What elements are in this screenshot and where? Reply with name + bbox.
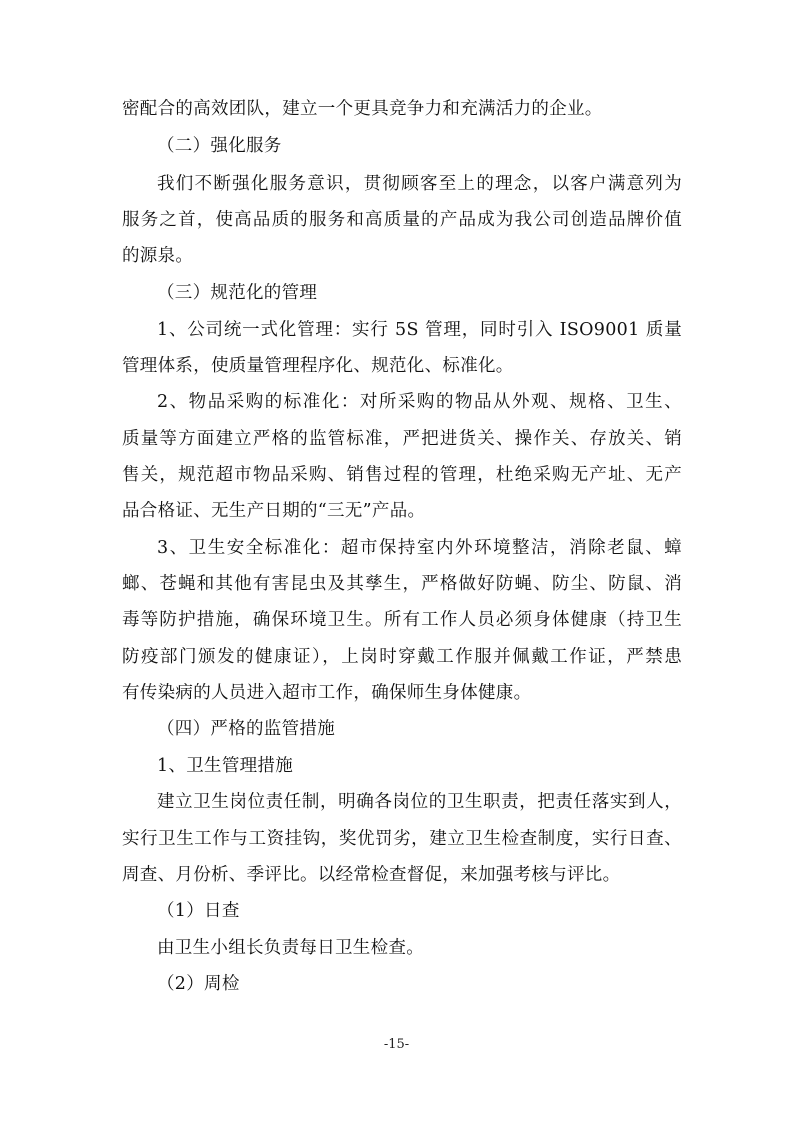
section-heading-strengthen-service: （二）强化服务: [157, 136, 282, 156]
page-number: -15-: [383, 1037, 410, 1052]
section-heading-strict-supervision: （四）严格的监管措施: [157, 719, 335, 739]
text-line-9: 2、物品采购的标准化：对所采购的物品从外观、规格、卫生、: [157, 392, 682, 412]
text-line-4: 服务之首，使高品质的服务和高质量的产品成为我公司创造品牌价值: [122, 210, 682, 230]
section-heading-standardized-management: （三）规范化的管理: [157, 283, 318, 303]
text-line-3: 我们不断强化服务意识，贯彻顾客至上的理念，以客户满意列为: [157, 174, 682, 194]
text-line-21: 实行卫生工作与工资挂钩，奖优罚劣，建立卫生检查制度，实行日查、: [122, 829, 682, 849]
text-line-1: 密配合的高效团队，建立一个更具竞争力和充满活力的企业。: [122, 99, 603, 119]
text-line-8: 管理体系，使质量管理程序化、规范化、标准化。: [122, 356, 514, 376]
text-line-17: 有传染病的人员进入超市工作，确保师生身体健康。: [122, 683, 532, 703]
text-line-20: 建立卫生岗位责任制，明确各岗位的卫生职责，把责任落实到人，: [157, 792, 682, 812]
text-line-16: 防疫部门颁发的健康证），上岗时穿戴工作服并佩戴工作证，严禁患: [122, 647, 682, 667]
text-line-13: 3、卫生安全标准化：超市保持室内外环境整洁，消除老鼠、蟑: [157, 538, 682, 558]
text-line-24: 由卫生小组长负责每日卫生检查。: [157, 938, 424, 958]
text-line-15: 毒等防护措施，确保环境卫生。所有工作人员必须身体健康（持卫生: [122, 610, 682, 630]
text-line-5: 的源泉。: [122, 246, 194, 266]
subheading-hygiene-measures: 1、卫生管理措施: [157, 756, 294, 776]
subheading-weekly-check: （2）周检: [157, 974, 240, 994]
text-line-7: 1、公司统一式化管理：实行 5S 管理，同时引入 ISO9001 质量: [157, 320, 682, 340]
text-line-11: 售关，规范超市物品采购、销售过程的管理，杜绝采购无产址、无产: [122, 465, 682, 485]
text-line-22: 周查、月份析、季评比。以经常检查督促，来加强考核与评比。: [122, 865, 621, 885]
text-line-10: 质量等方面建立严格的监管标准，严把进货关、操作关、存放关、销: [122, 429, 682, 449]
text-line-12: 品合格证、无生产日期的“三无”产品。: [122, 501, 426, 521]
subheading-daily-check: （1）日查: [157, 901, 240, 921]
text-line-14: 螂、苍蝇和其他有害昆虫及其孳生，严格做好防蝇、防尘、防鼠、消: [122, 574, 682, 594]
